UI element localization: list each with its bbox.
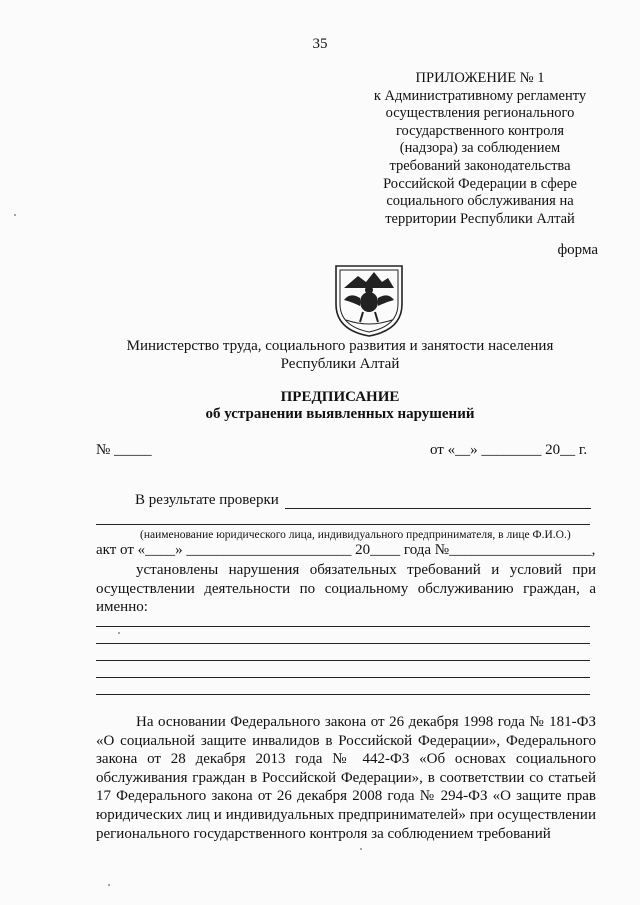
number-field [96, 442, 152, 459]
appendix-line: территории Республики Алтай [385, 210, 575, 227]
ministry-line-2: Республики Алтай [280, 356, 400, 372]
ministry-line-1: Министерство труда, социального развития и занятости населения [126, 338, 554, 354]
date-year-blank[interactable]: __ [560, 442, 576, 458]
appendix-line: ПРИЛОЖЕНИЕ № 1 [415, 70, 545, 86]
date-prefix: от « [430, 442, 456, 458]
appendix-line: требований законодательства [389, 157, 571, 174]
scan-speck [360, 848, 362, 850]
legal-basis-text: На основании Федерального закона от 26 декабря 1998 года № 181-ФЗ «О социальной защите инвалидов в Российской Федерации», Федерального закона от 28 декабря 2013 года № 442-ФЗ «Об основах социального обслуживания граждан в Российской Федерации», в соответствии со статьей 17 Федерального закона от 26 декабря 2008 года № 294-ФЗ «О защите прав юридических лиц и индивидуальных предпринимателей» при осуществлении регионального государственного контроля за соблюдением требований [96, 714, 596, 842]
violation-blank-line[interactable] [96, 694, 590, 695]
ministry-name [0, 337, 640, 373]
violation-blank-line[interactable] [96, 626, 590, 627]
scan-speck [108, 884, 110, 886]
appendix-header [330, 70, 630, 228]
inspection-blank-line-2[interactable] [96, 524, 590, 525]
number-label: № [96, 442, 111, 458]
appendix-line: Российской Федерации в сфере [383, 175, 577, 192]
form-label: форма [557, 242, 598, 258]
coat-of-arms-icon [330, 258, 408, 338]
appendix-line: осуществления регионального [385, 105, 575, 122]
violation-blank-line[interactable] [96, 660, 590, 661]
number-blank[interactable]: _____ [114, 442, 152, 458]
violation-blank-line[interactable] [96, 643, 590, 644]
violations-text: установлены нарушения обязательных требований и условий при осуществлении деятельности по социальному обслуживанию граждан, а именно: [96, 562, 596, 615]
page-number: 35 [312, 36, 328, 52]
act-row: акт от «____» ______________________ 20____ года №___________________, [96, 542, 596, 558]
date-day-blank[interactable]: __ [455, 442, 471, 458]
appendix-line: государственного контроля [395, 122, 565, 139]
appendix-line: (надзора) за соблюдением [399, 140, 561, 157]
inspection-hint: (наименование юридического лица, индивидуального предпринимателя, в лице Ф.И.О.) [140, 529, 571, 541]
date-field [430, 442, 587, 459]
appendix-line: к Административному регламенту [373, 87, 587, 104]
document-title: ПРЕДПИСАНИЕ [280, 389, 400, 405]
document-subtitle: об устранении выявленных нарушений [205, 406, 475, 422]
date-suffix: г. [575, 442, 588, 458]
appendix-line: социального обслуживания на [386, 193, 574, 210]
legal-basis-paragraph [96, 713, 596, 843]
scan-speck [14, 214, 16, 216]
date-middle: » ________ 20 [470, 442, 561, 458]
scan-speck [118, 632, 120, 634]
violation-blank-line[interactable] [96, 677, 590, 678]
inspection-blank-line[interactable] [285, 508, 591, 509]
altai-emblem-icon [330, 258, 408, 338]
inspection-label: В результате проверки [135, 492, 279, 508]
violations-paragraph [96, 561, 596, 617]
